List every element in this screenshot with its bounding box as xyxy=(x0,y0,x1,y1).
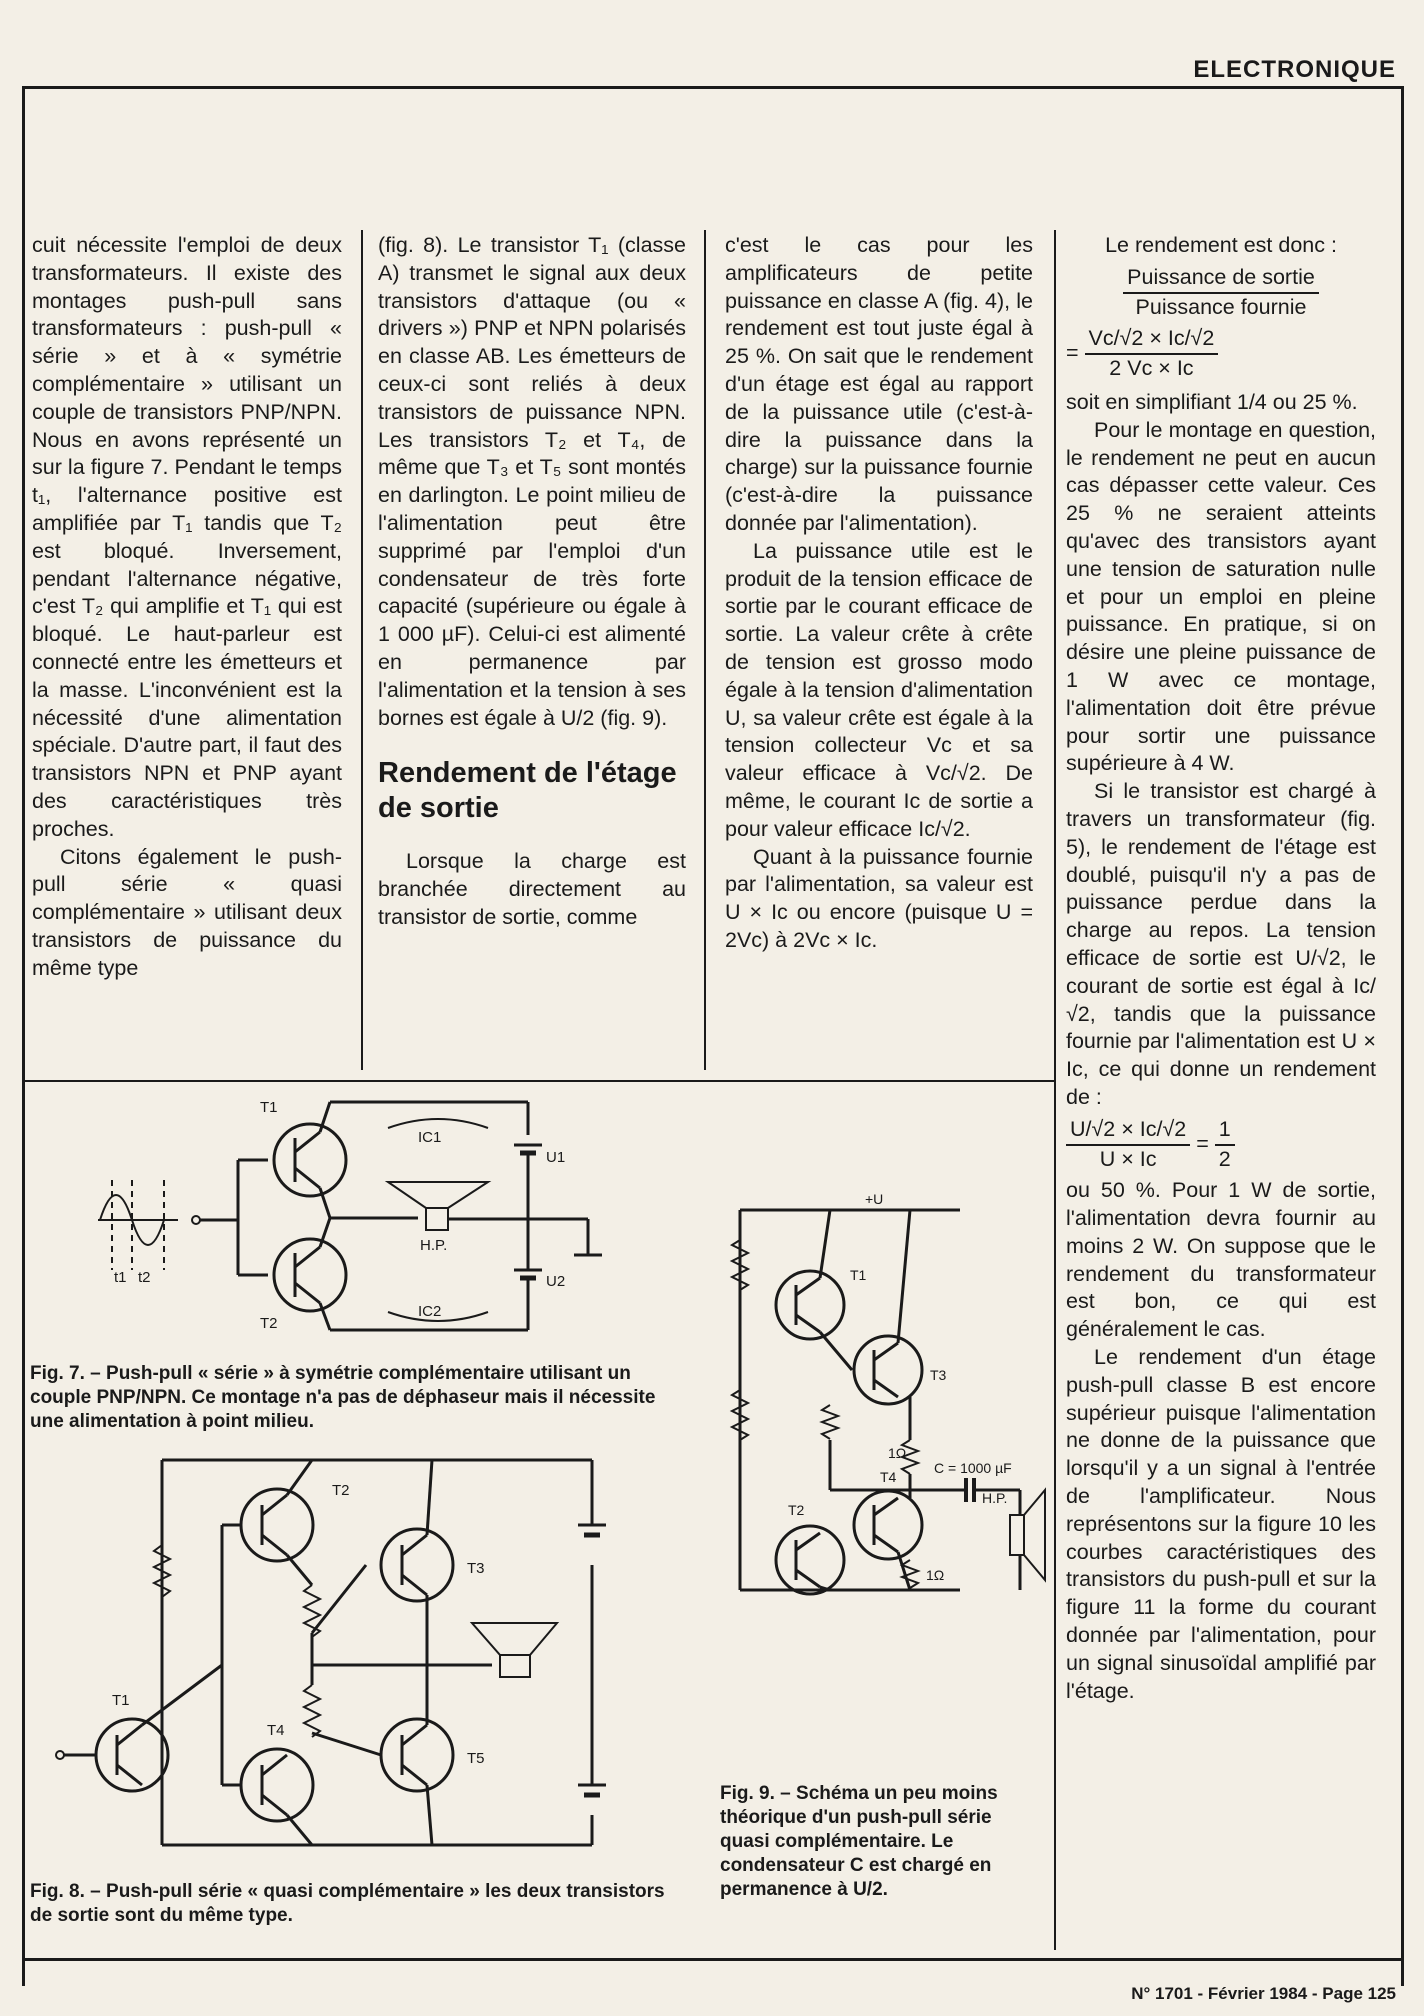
transistor-t1 xyxy=(96,1719,168,1791)
section-heading: Rendement de l'étage de sortie xyxy=(378,757,677,825)
transistor-t2 xyxy=(274,1239,346,1311)
input-waveform xyxy=(98,1180,178,1270)
text-column-4 xyxy=(1066,232,1376,1705)
speaker xyxy=(472,1623,557,1677)
paragraph: cuit nécessite l'emploi de deux transformateurs. Il existe des montages push-pull sans transformateurs : push-pull « série » et à « symétrie complémentaire » utilisant un couple de transistors PNP/NPN. Nous en avons représenté un sur la figure 7. Pendant le temps t₁, l'alternance positive est amplifiée par T₁ tandis que T₂ est bloqué. Inversement, pendant l'alternance négative, c'est T₂ qui amplifie et T₁ qui est bloqué. Le haut-parleur est connecté entre les émetteurs et la masse. L'inconvénient est la nécessité d'une alimentation spéciale. D'autre part, il faut des transistors NPN et PNP ayant des caractéristiques très proches. xyxy=(32,233,342,841)
label-ic1: IC1 xyxy=(418,1129,442,1146)
label-time-t2: t2 xyxy=(138,1269,151,1286)
label-t2: T2 xyxy=(332,1482,350,1499)
transistor-t1 xyxy=(274,1124,346,1196)
equation-denominator: U × Ic xyxy=(1099,1146,1157,1171)
transistor-t1 xyxy=(776,1271,844,1339)
paragraph: c'est le cas pour les amplificateurs de petite puissance en classe A (fig. 4), le rendement est tout juste égal à 25 %. On sait que le rendement d'un étage est égal au rapport de la puissance utile (c'est-à-dire la puissance dans la charge) sur la puissance fournie (c'est-à-dire la puissance donnée par l'alimentation). xyxy=(725,233,1033,535)
speaker-hp xyxy=(1010,1490,1045,1580)
paragraph: La puissance utile est le produit de la tension efficace de sortie par le courant efficace de sortie. La valeur crête à crête de tension est grosso modo égale à la tension d'alimentation U, sa valeur crête est égale à la tension collecteur Vc et sa valeur efficace à Vc/√2. De même, le courant Ic de sortie a pour valeur efficace Ic/√2. xyxy=(725,538,1033,841)
figure-area-top-rule xyxy=(22,1080,1056,1082)
transistor-t4 xyxy=(854,1491,922,1559)
paragraph: soit en simplifiant 1/4 ou 25 %. xyxy=(1066,389,1358,414)
label-ic2: IC2 xyxy=(418,1303,442,1320)
figure-7-schematic xyxy=(88,1090,648,1340)
label-u1: U1 xyxy=(546,1149,566,1166)
label-t5: T5 xyxy=(467,1750,485,1767)
text-column-1 xyxy=(32,232,342,983)
text-column-2 xyxy=(378,232,686,932)
efficiency-ratio xyxy=(1066,264,1376,322)
transistor-t5 xyxy=(381,1719,453,1791)
speaker-hp xyxy=(388,1182,488,1230)
efficiency-equation: = $\frac{Vc/√2 \times Ic/√2}{2 Vc \times Ic}$ xyxy=(1066,325,1376,383)
label-r1: 1Ω xyxy=(888,1445,907,1461)
paragraph: ou 50 %. Pour 1 W de sortie, l'alimentation devra fournir au moins 2 W. On suppose que le rendement du transformateur est bon, ce qui est généralement le cas. xyxy=(1066,1178,1376,1342)
transistor-t2 xyxy=(241,1489,313,1561)
result-numerator: 1 xyxy=(1215,1116,1235,1146)
label-t2: T2 xyxy=(788,1502,805,1518)
paragraph: Le rendement d'un étage push-pull classe B est encore supérieur puisque l'alimentation ne donne de la puissance que lorsqu'il y a un signal à l'entrée de l'amplificateur. Nous représentons sur la figure 10 les courbes caractéristiques des transistors du push-pull et sur la figure 11 la forme du courant donnée par l'alimentation, pour un signal sinusoïdal amplifié par l'étage. xyxy=(1066,1345,1376,1703)
figure-8-caption: Fig. 8. – Push-pull série « quasi complémentaire » les deux transistors de sortie sont du même type. xyxy=(30,1881,665,1926)
label-t3: T3 xyxy=(467,1560,485,1577)
label-plus-u: +U xyxy=(865,1191,884,1207)
figure-9-schematic xyxy=(720,1190,1050,1730)
label-t4: T4 xyxy=(267,1722,285,1739)
label-t1: T1 xyxy=(850,1267,867,1283)
label-t1: T1 xyxy=(112,1692,130,1709)
figure-9-caption: Fig. 9. – Schéma un peu moins théorique d'un push-pull série quasi complémentaire. Le condensateur C est chargé en permanence à U/2. xyxy=(720,1783,998,1900)
text-column-3 xyxy=(725,232,1033,955)
label-t3: T3 xyxy=(930,1367,947,1383)
col-divider-2 xyxy=(704,230,706,1070)
label-hp: H.P. xyxy=(982,1490,1008,1506)
label-r2: 1Ω xyxy=(926,1567,945,1583)
equation-numerator: Vc/√2 × Ic/√2 xyxy=(1085,325,1219,355)
transistor-t3 xyxy=(381,1529,453,1601)
label-time-t1: t1 xyxy=(114,1269,127,1286)
paragraph: Lorsque la charge est branchée directement au transistor de sortie, comme xyxy=(378,849,686,929)
equation-denominator: 2 Vc × Ic xyxy=(1109,356,1194,381)
result-denominator: 2 xyxy=(1218,1146,1231,1171)
ratio-numerator: Puissance de sortie xyxy=(1123,264,1319,294)
page-footer: N° 1701 - Février 1984 - Page 125 xyxy=(1131,1984,1396,2003)
frame-left xyxy=(22,86,25,1986)
paragraph: (fig. 8). Le transistor T₁ (classe A) transmet le signal aux deux transistors d'attaque (ou « drivers ») PNP et NPN polarisés en classe AB. Les émetteurs de ceux-ci sont reliés à deux transistors de puissance NPN. Les transistors T₂ et T₄, de même que T₃ et T₅ sont montés en darlington. Le point milieu de l'alimentation peut être supprimé par l'emploi d'un condensateur de très forte capacité (supérieure ou égale à 1 000 µF). Celui-ci est alimenté en permanence par l'alimentation et la tension à ses bornes est égale à U/2 (fig. 9). xyxy=(378,233,686,730)
formula-intro: Le rendement est donc : xyxy=(1105,233,1337,257)
ratio-denominator: Puissance fournie xyxy=(1135,294,1307,319)
label-t1: T1 xyxy=(260,1099,278,1116)
paragraph: Si le transistor est chargé à travers un transformateur (fig. 5), le rendement de l'étage est doublé, puisqu'il n'y a pas de puissance perdue dans la charge au repos. La tension efficace de sortie est U/√2, le courant de sortie est égal à Ic/√2, tandis que la puissance fournie par l'alimentation est U × Ic, ce qui donne un rendement de : xyxy=(1066,779,1376,1109)
transistor-t4 xyxy=(241,1749,313,1821)
label-cap: C = 1000 µF xyxy=(934,1460,1012,1476)
section-header: ELECTRONIQUE xyxy=(1193,56,1396,83)
paragraph: Citons également le push-pull série « quasi complémentaire » utilisant deux transistors de puissance du même type xyxy=(32,844,342,980)
col-divider-3 xyxy=(1054,230,1056,1950)
transistor-t3 xyxy=(854,1336,922,1404)
frame-right xyxy=(1401,86,1404,1986)
label-t4: T4 xyxy=(880,1469,897,1485)
equation-numerator: U/√2 × Ic/√2 xyxy=(1066,1116,1190,1146)
label-u2: U2 xyxy=(546,1273,566,1290)
figure-8-schematic xyxy=(52,1455,642,1895)
transistor-t2 xyxy=(776,1526,844,1594)
label-hp: H.P. xyxy=(420,1237,448,1254)
bottom-rule xyxy=(22,1958,1404,1961)
top-rule xyxy=(22,86,1404,89)
transformer-efficiency-equation: $\frac{U/√2 \times Ic/√2}{U \times Ic}$ = $\frac{1}{2}$ xyxy=(1066,1116,1376,1174)
label-t2: T2 xyxy=(260,1315,278,1332)
col-divider-1 xyxy=(361,230,363,1070)
paragraph: Quant à la puissance fournie par l'alimentation, sa valeur est U × Ic ou encore (puisque U = 2Vc) à 2Vc × Ic. xyxy=(725,844,1033,952)
paragraph: Pour le montage en question, le rendement ne peut en aucun cas dépasser cette valeur. Ces 25 % ne seraient atteints qu'avec des transistors ayant une tension de saturation nulle et pour un emploi en pleine puissance. En pratique, si on désire une pleine puissance de 1 W avec ce montage, l'alimentation doit être prévue pour sortir une puissance supérieure à 4 W. xyxy=(1066,417,1376,776)
figure-7-caption: Fig. 7. – Push-pull « série » à symétrie complémentaire utilisant un couple PNP/NPN. Ce montage n'a pas de déphaseur mais il nécessite une alimentation à point milieu. xyxy=(30,1363,656,1432)
